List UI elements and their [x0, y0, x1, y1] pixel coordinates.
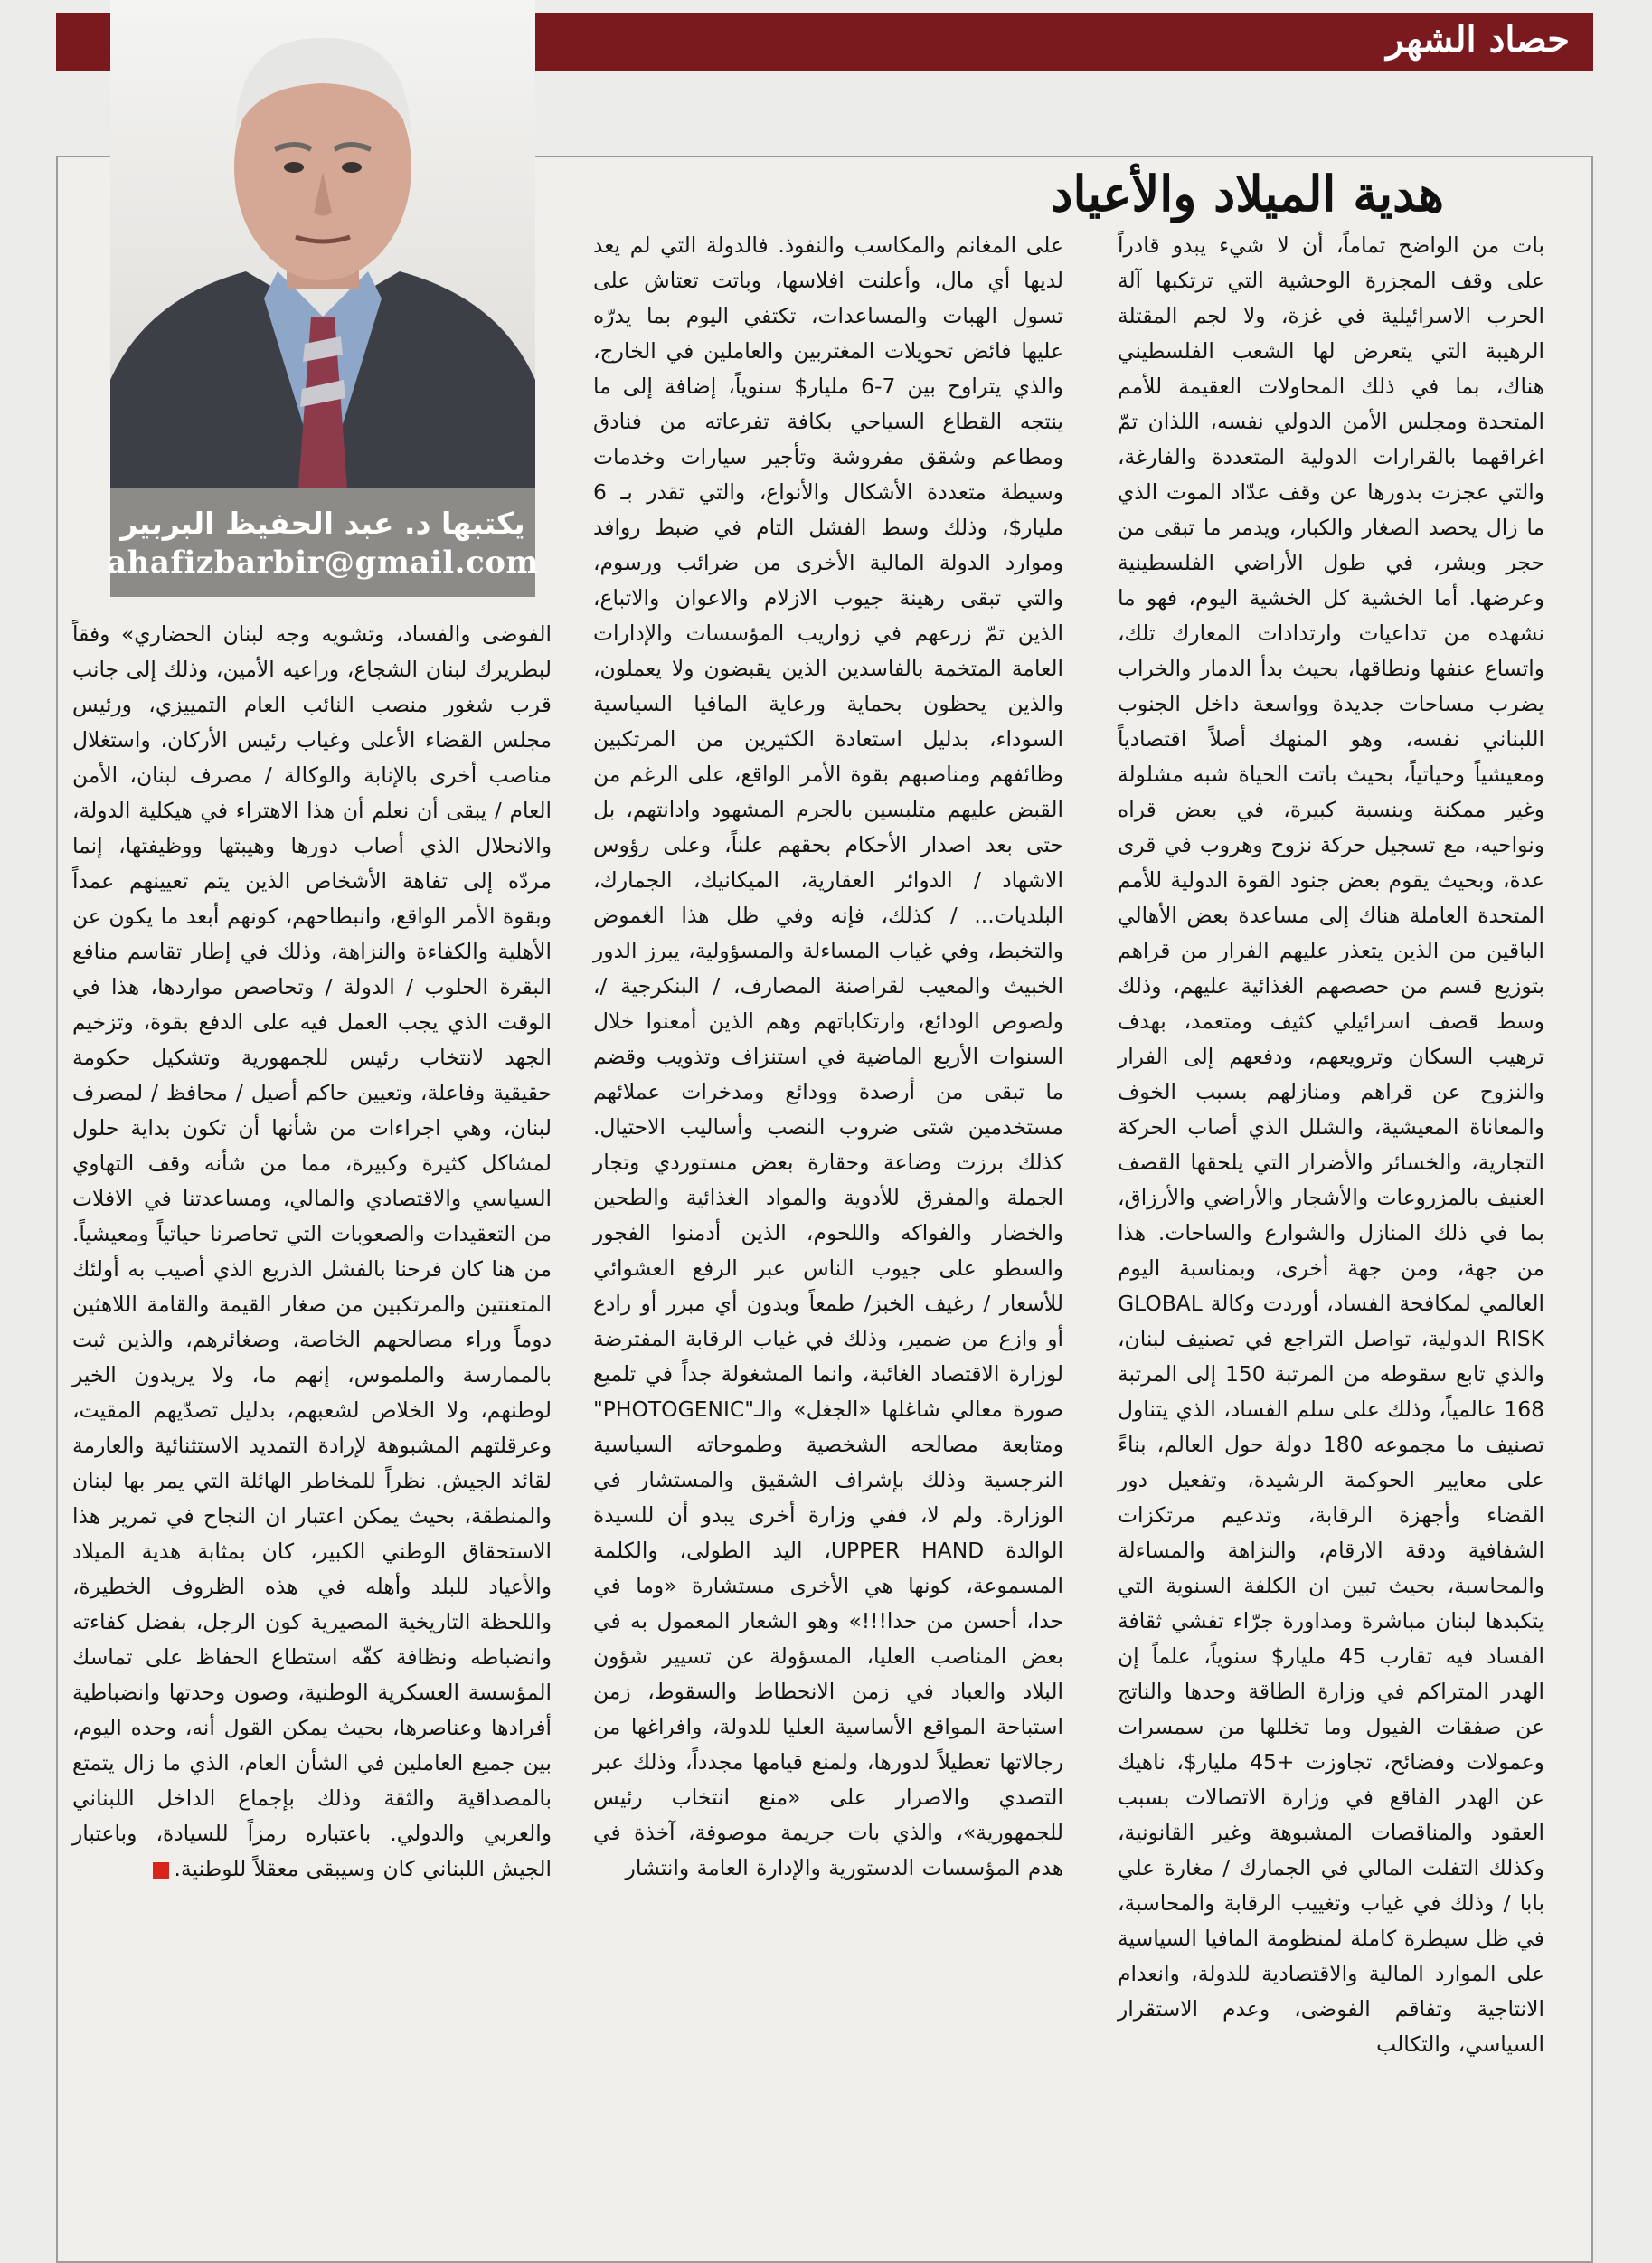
- author-email-link[interactable]: ahafizbarbir@gmail.com: [107, 544, 539, 581]
- section-label: حصاد الشهر: [1386, 18, 1570, 61]
- article-column-3-text: الفوضى والفساد، وتشويه وجه لبنان الحضاري» وفقاً لبطريرك لبنان الشجاع، وراعيه الأمين، وذلك إلى جانب قرب شغور منصب النائب العام التمييزي، ورئيس مجلس القضاء الأعلى وغياب رئيس الأركان، واستغلال مناصب أخرى بالإنابة والوكالة / مصرف لبنان، الأمن العام / يبقى أن نعلم أن هذا الاهتراء في هيكلية الدولة، والانحلال الذي أصاب دورها وهيبتها ووظيفتها، إنما مردّه إلى تفاهة الأشخاص الذين يتم تعيينهم عمداً وبقوة الأمر الواقع، وانبطاحهم، كونهم أبعد ما يكون عن الأهلية والكفاءة والنزاهة، وذلك في إطار تقاسم منافع البقرة الحلوب / الدولة / وتحاصص مواردها، هذا في الوقت الذي يجب العمل فيه على الدفع بقوة، وتزخيم الجهد لانتخاب رئيس للجمهورية وتشكيل حكومة حقيقية وفاعلة، وتعيين حاكم أصيل / محافظ / لمصرف لبنان، وهي اجراءات من شأنها أن تكون بداية حلول لمشاكل كثيرة وكبيرة، مما من شأنه وقف التهاوي السياسي والاقتصادي والمالي، ومساعدتنا في الافلات من التعقيدات والصعوبات التي تحاصرنا حياتياً ومعيشياً. من هنا كان فرحنا بالفشل الذريع الذي أصيب به أولئك المتعنتين والمرتكبين من صغار القيمة والقامة اللاهثين دوماً وراء مصالحهم الخاصة، وصغائرهم، والذين ثبت بالممارسة والملموس، إنهم ما، ولا يريدون الخير لوطنهم، ولا الخلاص لشعبهم، بدليل تصدّيهم المقيت، وعرقلتهم المشبوهة لإرادة التمديد الاستثنائية والعارمة لقائد الجيش. نظراً للمخاطر الهائلة التي يمر بها لبنان والمنطقة، بحيث يمكن اعتبار ان النجاح في تمرير هذا الاستحقاق الوطني الكبير، كان بمثابة هدية الميلاد والأعياد للبلد وأهله في هذه الظروف الخطيرة، واللحظة التاريخية المصيرية كون الرجل، بفضل كفاءته وانضباطه ونظافة كفّه استطاع الحفاظ على تماسك المؤسسة العسكرية الوطنية، وصون وحدتها وانضباطية أفرادها وعناصرها، بحيث يمكن القول أنه، وحده اليوم، بين جميع العاملين في الشأن العام، الذي ما زال يتمتع بالمصداقية والثقة وذلك بإجماع الداخل اللبناني والعربي والدولي. باعتباره رمزاً للسيادة، وباعتبار الجيش اللبناني كان وسيبقى معقلاً للوطنية.: [72, 621, 552, 1881]
- article-column-3: [72, 617, 552, 1887]
- end-of-article-mark: [153, 1862, 169, 1879]
- author-byline-box: [107, 488, 539, 597]
- article-title: هدية الميلاد والأعياد: [1051, 165, 1444, 223]
- author-photo: [110, 0, 535, 496]
- author-byline: يكتبها د. عبد الحفيظ البربير: [120, 505, 525, 541]
- article-column-1: بات من الواضح تماماً، أن لا شيء يبدو قادراً على وقف المجزرة الوحشية التي ترتكبها آلة الحرب الاسرائيلية في غزة، ولا لجم المقتلة الرهيبة التي يتعرض لها الشعب الفلسطيني هناك، بما في ذلك المحاولات العقيمة للأمم المتحدة ومجلس الأمن الدولي نفسه، اللذان تمّ اغراقهما بالقرارات الدولية المتعددة والفارغة، والتي عجزت بدورها عن وقف عدّاد الموت الذي ما زال يحصد الصغار والكبار، ويدمر ما تبقى من حجر وبشر، في طول الأراضي الفلسطينية وعرضها. أما الخشية كل الخشية اليوم، فهو ما نشهده من تداعيات وارتدادات المعارك تلك، واتساع عنفها ونطاقها، بحيث بدأ الدمار والخراب يضرب مساحات جديدة وواسعة داخل الجنوب اللبناني نفسه، وهو المنهك أصلاً اقتصادياً ومعيشياً وحياتياً، بحيث باتت الحياة شبه مشلولة وغير ممكنة وبنسبة كبيرة، في بعض قراه ونواحيه، مع تسجيل حركة نزوح وهروب في قرى عدة، وبحيث يقوم بعض جنود القوة الدولية للأمم المتحدة العاملة هناك إلى مساعدة بعض الأهالي الباقين من الذين يتعذر عليهم الفرار من قراهم بتوزيع قسم من حصصهم الغذائية عليهم، وذلك وسط قصف اسرائيلي كثيف ومتعمد، بهدف ترهيب السكان وترويعهم، ودفعهم إلى الفرار والنزوح عن قراهم ومنازلهم بسبب الخوف والمعاناة المعيشية، والشلل الذي أصاب الحركة التجارية، والخسائر والأضرار التي يلحقها القصف العنيف بالمزروعات والأشجار والأراضي والأرزاق، بما في ذلك المنازل والشوارع والساحات. هذا من جهة، ومن جهة أخرى، وبمناسبة اليوم العالمي لمكافحة الفساد، أوردت وكالة GLOBAL RISK الدولية، تواصل التراجع في تصنيف لبنان، والذي تابع سقوطه من المرتبة 150 إلى المرتبة 168 عالمياً، وذلك على سلم الفساد، الذي يتناول تصنيف ما مجموعه 180 دولة حول العالم، بناءً على معايير الحوكمة الرشيدة، وتفعيل دور القضاء وأجهزة الرقابة، وتدعيم مرتكزات الشفافية ودقة الارقام، والنزاهة والمساءلة والمحاسبة، بحيث تبين ان الكلفة السنوية التي يتكبدها لبنان مباشرة ومداورة جرّاء تفشي ثقافة الفساد فيه تقارب 45 مليار$ سنوياً، علماً إن الهدر المتراكم في وزارة الطاقة وحدها والناتج عن صفقات الفيول وما تخللها من سمسرات وعمولات وفضائح، تجاوزت +45 مليار$، ناهيك عن الهدر الفاقع في وزارة الاتصالات بسبب العقود والمناقصات المشبوهة وغير القانونية، وكذلك التفلت المالي في الجمارك / مغارة علي بابا / وذلك في غياب وتغييب الرقابة والمحاسبة، في ظل سيطرة كاملة لمنظومة المافيا السياسية على الموارد المالية والاقتصادية للدولة، وانعدام الانتاجية وتفاقم الفوضى، وعدم الاستقرار السياسي، والتكالب: [1118, 232, 1544, 2057]
- article-column-2: على المغانم والمكاسب والنفوذ. فالدولة التي لم يعد لديها أي مال، وأعلنت افلاسها، وباتت تعتاش على تسول الهبات والمساعدات، تكتفي اليوم بما يدرّه عليها فائض تحويلات المغتربين والعاملين في الخارج، والذي يتراوح بين 7-6 مليار$ سنوياً، إضافة إلى ما ينتجه القطاع السياحي بكافة تفرعاته من فنادق ومطاعم وشقق مفروشة وتأجير سيارات وخدمات وسيطة متعددة الأشكال والأنواع، والتي تقدر بـ 6 مليار$، وذلك وسط الفشل التام في ضبط روافد وموارد الدولة المالية الأخرى من ضرائب ورسوم، والتي تبقى رهينة جيوب الازلام والاعوان والاتباع، الذين تمّ زرعهم في زواريب المؤسسات والإدارات العامة المتخمة بالفاسدين الذين يقبضون ولا يعملون، والذين يحظون بحماية ورعاية المافيا السياسية السوداء، بدليل استعادة الكثيرين من المرتكبين وظائفهم ومناصبهم بقوة الأمر الواقع، على الرغم من القبض عليهم متلبسين بالجرم المشهود وادانتهم، بل حتى بعد اصدار الأحكام بحقهم علناً، وعلى رؤوس الاشهاد / الدوائر العقارية، الميكانيك، الجمارك، البلديات... / كذلك، فإنه وفي ظل هذا الغموض والتخبط، وفي غياب المساءلة والمسؤولية، يبرز الدور الخبيث والمعيب لقراصنة المصارف، / البنكرجية /، ولصوص الودائع، وارتكاباتهم وهم الذين أمعنوا خلال السنوات الأربع الماضية في استنزاف وتذويب وقضم ما تبقى من أرصدة وودائع ومدخرات عملائهم مستخدمين شتى ضروب النصب وأساليب الاحتيال. كذلك برزت وضاعة وحقارة بعض مستوردي وتجار الجملة والمفرق للأدوية والمواد الغذائية والطحين والخضار والفواكه واللحوم، الذين أدمنوا الفجور والسطو على جيوب الناس عبر الرفع العشوائي للأسعار / رغيف الخبز/ طمعاً وبدون أي مبرر أو رادع أو وازع من ضمير، وذلك في غياب الرقابة المفترضة لوزارة الاقتصاد الغائبة، وانما المشغولة جداً في تلميع صورة معالي شاغلها «الجغل» والـ"PHOTOGENIC" ومتابعة مصالحه الشخصية وطموحاته السياسية النرجسية وذلك بإشراف الشقيق والمستشار في الوزارة. ولم لا، ففي وزارة أخرى يبدو أن للسيدة الوالدة UPPER HAND، اليد الطولى، والكلمة المسموعة، كونها هي الأخرى مستشارة «وما في حدا، أحسن من حدا!!!» وهو الشعار المعمول به في بعض المناصب العليا، المسؤولة عن تسيير شؤون البلاد والعباد في زمن الانحطاط والسقوط، زمن استباحة المواقع الأساسية العليا للدولة، وافراغها من رجالاتها تعطيلاً لدورها، ولمنع قيامها مجدداً، وذلك عبر التصدي والاصرار على «منع انتخاب رئيس للجمهورية»، والذي بات جريمة موصوفة، آخذة في هدم المؤسسات الدستورية والإدارة العامة وانتشار: [593, 232, 1064, 1880]
